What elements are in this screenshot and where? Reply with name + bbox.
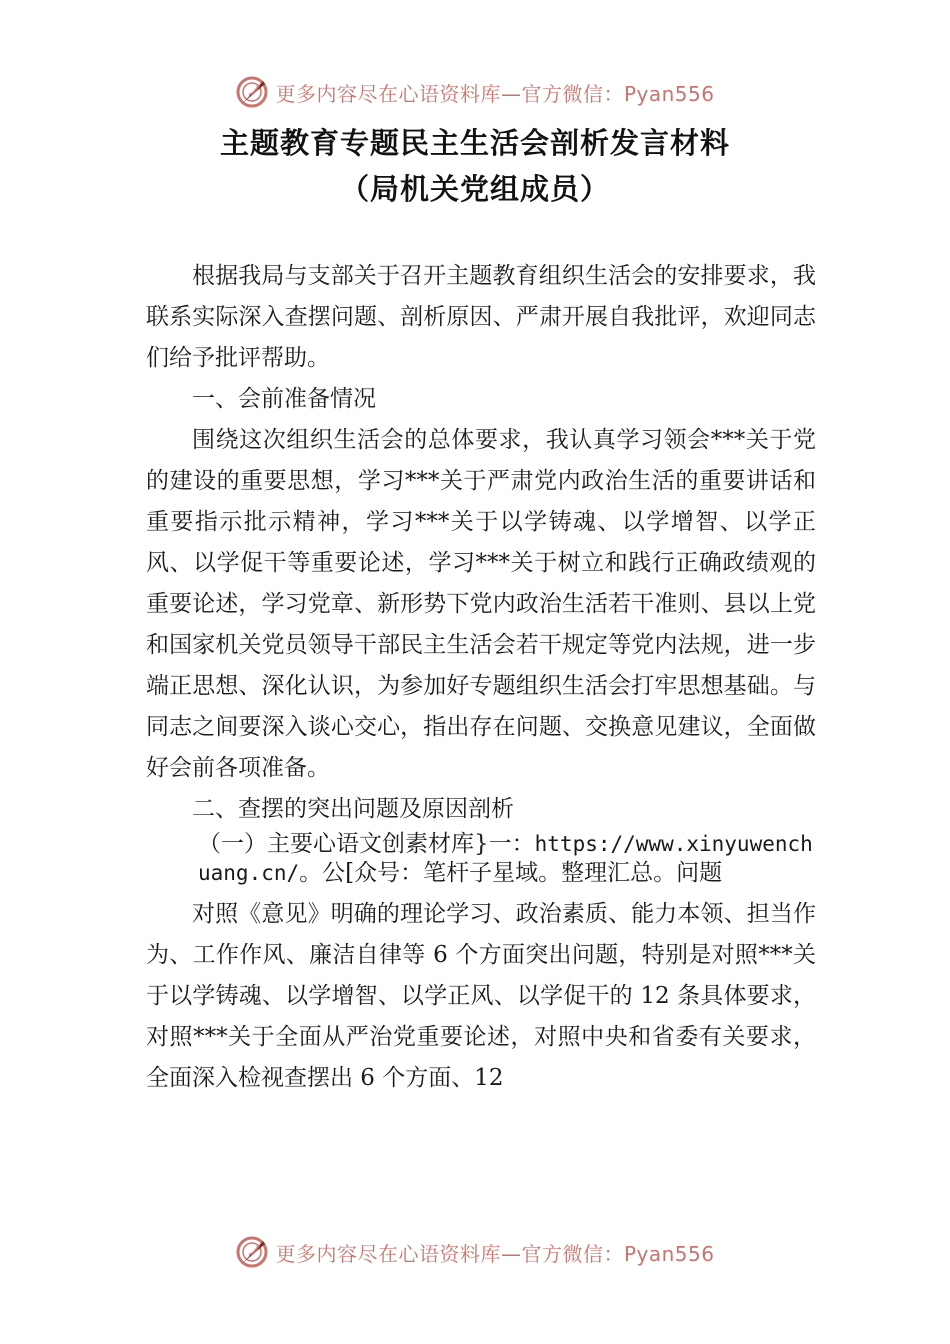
footer-watermark [0, 1232, 950, 1272]
title-line-1: 主题教育专题民主生活会剖析发言材料 [219, 126, 730, 160]
section-2-paragraph: 对照《意见》明确的理论学习、政治素质、能力本领、担当作为、工作作风、廉洁自律等 6 个方面突出问题，特别是对照***关于以学铸魂、以学增智、以学正风、以学促干的 12 条具体要求，对照***关于全面从严治党重要论述，对照中央和省委有关要求，全面深入检视查摆出 6 个方面、12 [146, 901, 816, 1091]
sub-heading-1 [146, 830, 816, 888]
document-body [146, 256, 816, 1099]
watermark-text: 更多内容尽在心语资料库—官方微信：Pyan556 [275, 1241, 715, 1266]
sub-heading-prefix: （一）主要心语文创素材库}一： [198, 831, 535, 857]
watermark-text: 更多内容尽在心语资料库—官方微信：Pyan556 [275, 81, 715, 106]
header-watermark [0, 72, 950, 112]
section-heading-2: 二、查摆的突出问题及原因剖析 [192, 796, 514, 822]
intro-paragraph: 根据我局与支部关于召开主题教育组织生活会的安排要求，我联系实际深入查摆问题、剖析原因、严肃开展自我批评，欢迎同志们给予批评帮助。 [146, 263, 816, 371]
title-line-2: （局机关党组成员） [339, 172, 610, 206]
quill-seal-icon [235, 1235, 269, 1269]
section-heading-1: 一、会前准备情况 [192, 386, 376, 412]
document-title [0, 120, 950, 212]
sub-heading-url: https://www.xinyuwenchuang.cn/ [198, 832, 813, 885]
sub-heading-suffix: 。公[众号：笔杆子星域。整理汇总。问题 [299, 860, 723, 886]
section-1-paragraph: 围绕这次组织生活会的总体要求，我认真学习领会***关于党的建设的重要思想，学习***关于严肃党内政治生活的重要讲话和重要指示批示精神，学习***关于以学铸魂、以学增智、以学正风、以学促干等重要论述，学习***关于树立和践行正确政绩观的重要论述，学习党章、新形势下党内政治生活若干准则、县以上党和国家机关党员领导干部民主生活会若干规定等党内法规，进一步端正思想、深化认识，为参加好专题组织生活会打牢思想基础。与同志之间要深入谈心交心，指出存在问题、交换意见建议，全面做好会前各项准备。 [146, 427, 816, 781]
quill-seal-icon [235, 75, 269, 109]
